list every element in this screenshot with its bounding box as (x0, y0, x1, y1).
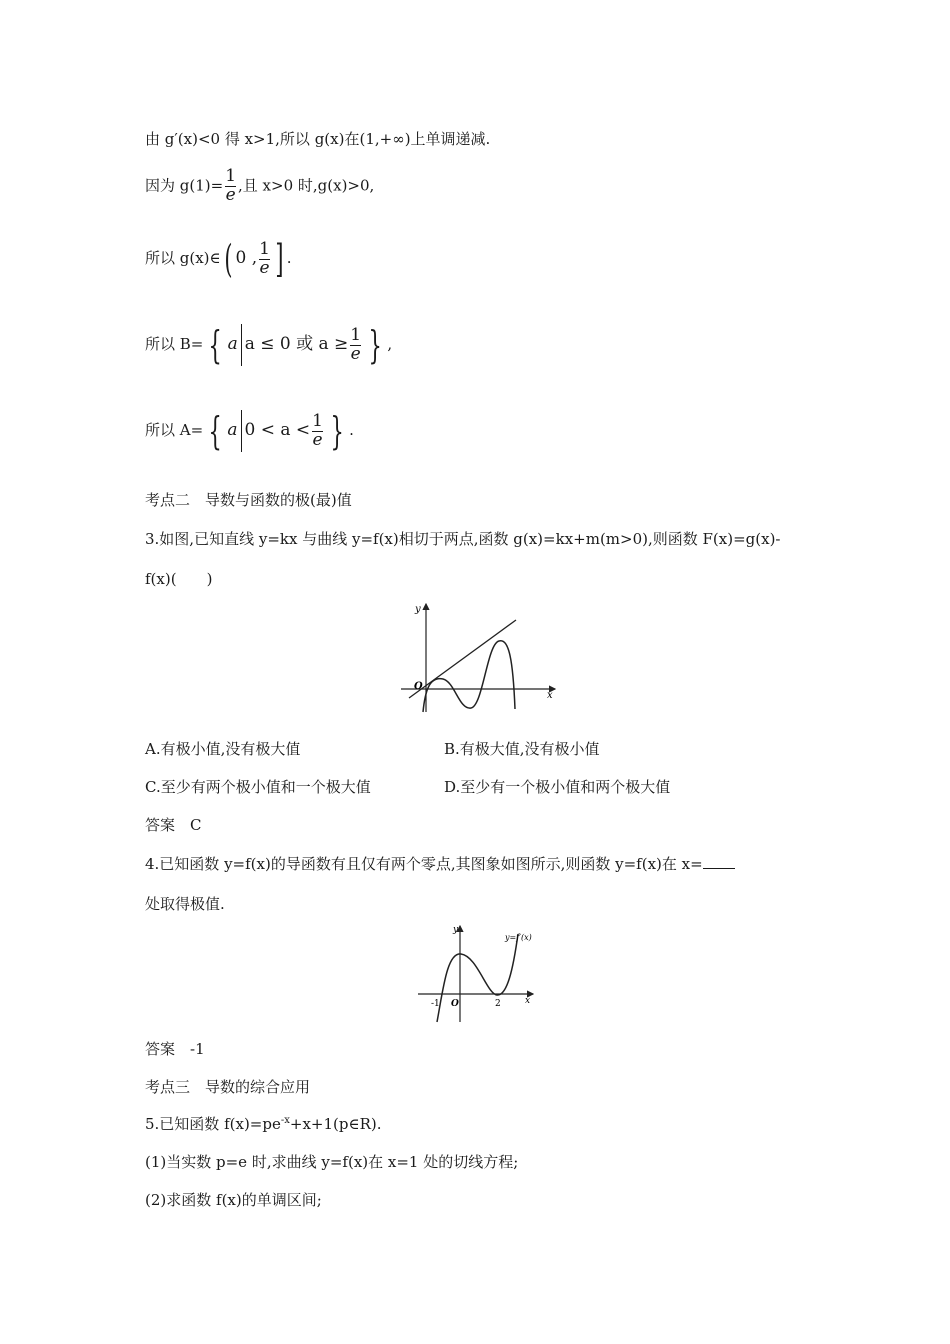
section-heading-2: 考点二 导数与函数的极(最)值 (145, 491, 352, 509)
right-brace: } (368, 323, 382, 367)
curve-f-prime (437, 934, 518, 1022)
fraction-one-over-e: $\frac{1}{e}$ (350, 324, 362, 364)
right-bracket: ] (275, 237, 284, 281)
solution-line-2 (145, 168, 374, 205)
set-var: a (227, 420, 238, 440)
line-3-prefix: 所以 g(x)∈ (145, 249, 221, 267)
option-b: B.有极大值,没有极小值 (444, 740, 600, 758)
answer-3: 答案 C (145, 816, 202, 834)
set-condition: a ≤ 0 或 a ≥ (244, 334, 349, 354)
right-brace: } (330, 409, 344, 453)
question-4-text-1 (145, 855, 735, 873)
question-3-graph (395, 600, 565, 718)
line-5-suffix: . (349, 421, 354, 439)
question-5-stem-end: +x+1(p∈R). (289, 1115, 382, 1133)
tangent-line (409, 620, 516, 698)
question-4-text-2: 处取得极值. (145, 895, 225, 913)
fraction-one-over-e: $\frac{1}{e}$ (259, 238, 270, 278)
fraction-one-over-e (225, 168, 236, 205)
left-paren: ( (223, 237, 233, 281)
tick-2-label: 2 (495, 999, 501, 1009)
left-brace: { (208, 409, 222, 453)
question-4-stem: 4.已知函数 y=f(x)的导函数有且仅有两个零点,其图象如图所示,则函数 y=f(x)在 x= (145, 855, 703, 873)
answer-4: 答案 -1 (145, 1040, 205, 1058)
set-var: a (227, 334, 238, 354)
question-4-graph (415, 922, 540, 1027)
option-a: A.有极小值,没有极大值 (145, 740, 301, 758)
section-heading-3: 考点三 导数的综合应用 (145, 1078, 311, 1096)
left-brace: { (208, 323, 223, 367)
line-3-suffix: . (286, 249, 292, 267)
answer-blank (703, 856, 735, 869)
curve-f (423, 641, 515, 712)
line-4-prefix: 所以 B= (145, 335, 204, 353)
set-condition: 0 < a < (244, 420, 311, 440)
solution-line-3 (145, 237, 292, 281)
question-5-part-2: (2)求函数 f(x)的单调区间; (145, 1191, 322, 1209)
solution-line-4 (145, 324, 392, 366)
line-4-suffix: , (387, 335, 393, 353)
option-d: D.至少有一个极小值和两个极大值 (444, 778, 671, 796)
set-bar (241, 324, 242, 366)
origin-label: O (414, 681, 423, 692)
line-5-prefix: 所以 A= (145, 421, 204, 439)
exponent: -x (280, 1115, 290, 1126)
question-3-text-1: 3.如图,已知直线 y=kx 与曲线 y=f(x)相切于两点,函数 g(x)=kx+m(m>0),则函数 F(x)=g(x)- (145, 530, 781, 548)
y-axis-label: y (415, 604, 421, 615)
question-5-stem: 5.已知函数 f(x)=pe (145, 1115, 281, 1133)
interval-start: 0 , (235, 248, 258, 268)
tick-neg1-label: -1 (431, 999, 440, 1009)
set-bar (241, 410, 242, 452)
question-5-text (145, 1115, 382, 1133)
line-2-prefix: 因为 g(1)= (145, 176, 224, 195)
question-5-part-1: (1)当实数 p=e 时,求曲线 y=f(x)在 x=1 处的切线方程; (145, 1153, 519, 1171)
fraction-numerator: 1 (225, 166, 237, 186)
option-c: C.至少有两个极小值和一个极大值 (145, 778, 371, 796)
x-axis-label: x (525, 996, 531, 1006)
solution-line-5 (145, 410, 354, 452)
x-axis-label: x (547, 690, 553, 701)
origin-label: O (451, 999, 459, 1009)
curve-label: y=f′(x) (505, 933, 532, 942)
question-3-text-2: f(x)( ) (145, 570, 213, 588)
fraction-one-over-e: $\frac{1}{e}$ (312, 410, 323, 450)
line-2-suffix: ,且 x>0 时,g(x)>0, (238, 176, 375, 195)
fraction-denominator: e (225, 184, 236, 205)
y-axis-label: y (453, 925, 459, 935)
solution-line-1: 由 g′(x)<0 得 x>1,所以 g(x)在(1,+∞)上单调递减. (145, 130, 491, 148)
